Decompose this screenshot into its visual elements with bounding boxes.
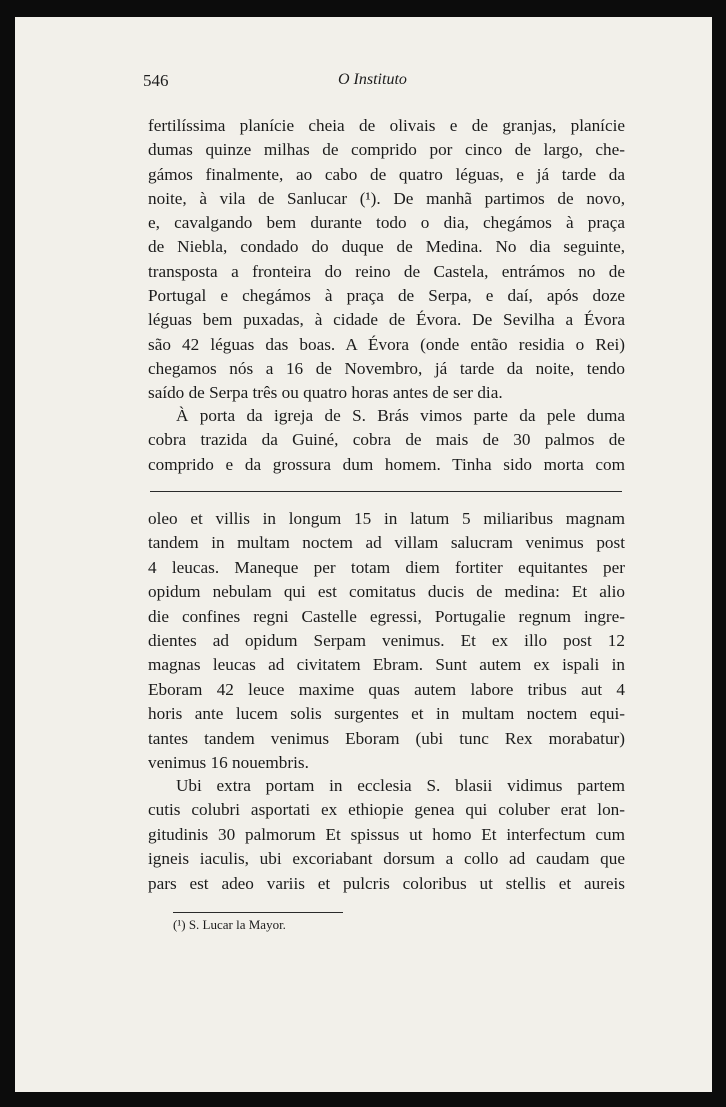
text-line: gitudinis 30 palmorum Et spissus ut homo Et interfectum cum (148, 824, 625, 844)
text-line: tandem in multam noctem ad villam salucram venimus post (148, 533, 625, 553)
text-line: magnas leucas ad civitatem Ebram. Sunt autem ex ispali in (148, 655, 625, 675)
footnote (173, 917, 286, 933)
text-line: léguas bem puxadas, à cidade de Évora. De Sevilha a Évora (148, 310, 625, 330)
page-header (143, 71, 593, 97)
text-line: die confines regni Castelle egressi, Portugalie regnum ingre- (148, 606, 625, 626)
text-line: igneis iaculis, ubi excoriabant dorsum a collo ad caudam que (148, 849, 625, 869)
text-line: gámos finalmente, ao cabo de quatro léguas, e já tarde da (148, 164, 625, 184)
latin-paragraph-1 (148, 507, 625, 775)
text-line: 4 leucas. Maneque per totam diem fortiter equitantes per (148, 557, 625, 577)
text-line: fertilíssima planície cheia de olivais e de granjas, planície (148, 116, 625, 135)
text-line: Ubi extra portam in ecclesia S. blasii vidimus partem (176, 776, 625, 795)
text-line: oleo et villis in longum 15 in latum 5 miliaribus magnam (148, 509, 625, 528)
footnote-marker: (¹) (173, 917, 186, 932)
text-line: opidum nebulam qui est comitatus ducis de medina: Et alio (148, 582, 625, 602)
footnote-text: S. Lucar la Mayor. (188, 917, 286, 932)
text-line: comprido e da grossura dum homem. Tinha sido morta com (148, 454, 625, 474)
section-divider (150, 491, 622, 492)
text-line: Portugal e chegámos à praça de Serpa, e daí, após doze (148, 286, 625, 306)
text-line: venimus 16 nouembris. (148, 753, 309, 773)
text-line: Eboram 42 leuce maxime quas autem labore tribus aut 4 (148, 679, 625, 699)
text-line: dientes ad opidum Serpam venimus. Et ex illo post 12 (148, 631, 625, 651)
running-title: O Instituto (338, 71, 407, 88)
text-line: tantes tandem venimus Eboram (ubi tunc Rex morabatur) (148, 728, 625, 748)
text-line: de Niebla, condado do duque de Medina. No dia seguinte, (148, 237, 625, 257)
text-line: dumas quinze milhas de comprido por cinco de largo, che- (148, 140, 625, 160)
footnote-divider (173, 912, 343, 913)
text-line: noite, à vila de Sanlucar (¹). De manhã partimos de novo, (148, 188, 625, 208)
text-line: À porta da igreja de S. Brás vimos parte da pele duma (176, 406, 625, 425)
text-line: transposta a fronteira do reino de Castela, entrámos no de (148, 261, 625, 281)
text-line: horis ante lucem solis surgentes et in multam noctem equi- (148, 704, 625, 724)
latin-paragraph-2 (148, 774, 625, 896)
text-line: chegamos nós a 16 de Novembro, já tarde da noite, tendo (148, 358, 625, 378)
text-line: pars est adeo variis et pulcris coloribus ut stellis et aureis (148, 873, 625, 893)
text-line: saído de Serpa três ou quatro horas antes de ser dia. (148, 383, 503, 403)
text-line: cobra trazida da Guiné, cobra de mais de 30 palmos de (148, 430, 625, 450)
portuguese-paragraph-2 (148, 404, 625, 477)
book-page (15, 17, 712, 1092)
text-line: e, cavalgando bem durante todo o dia, chegámos à praça (148, 213, 625, 233)
portuguese-paragraph-1 (148, 114, 625, 406)
page-number: 546 (143, 71, 169, 90)
text-line: são 42 léguas das boas. A Évora (onde então residia o Rei) (148, 334, 625, 354)
text-line: cutis colubri asportati ex ethiopie genea qui coluber erat lon- (148, 800, 625, 820)
